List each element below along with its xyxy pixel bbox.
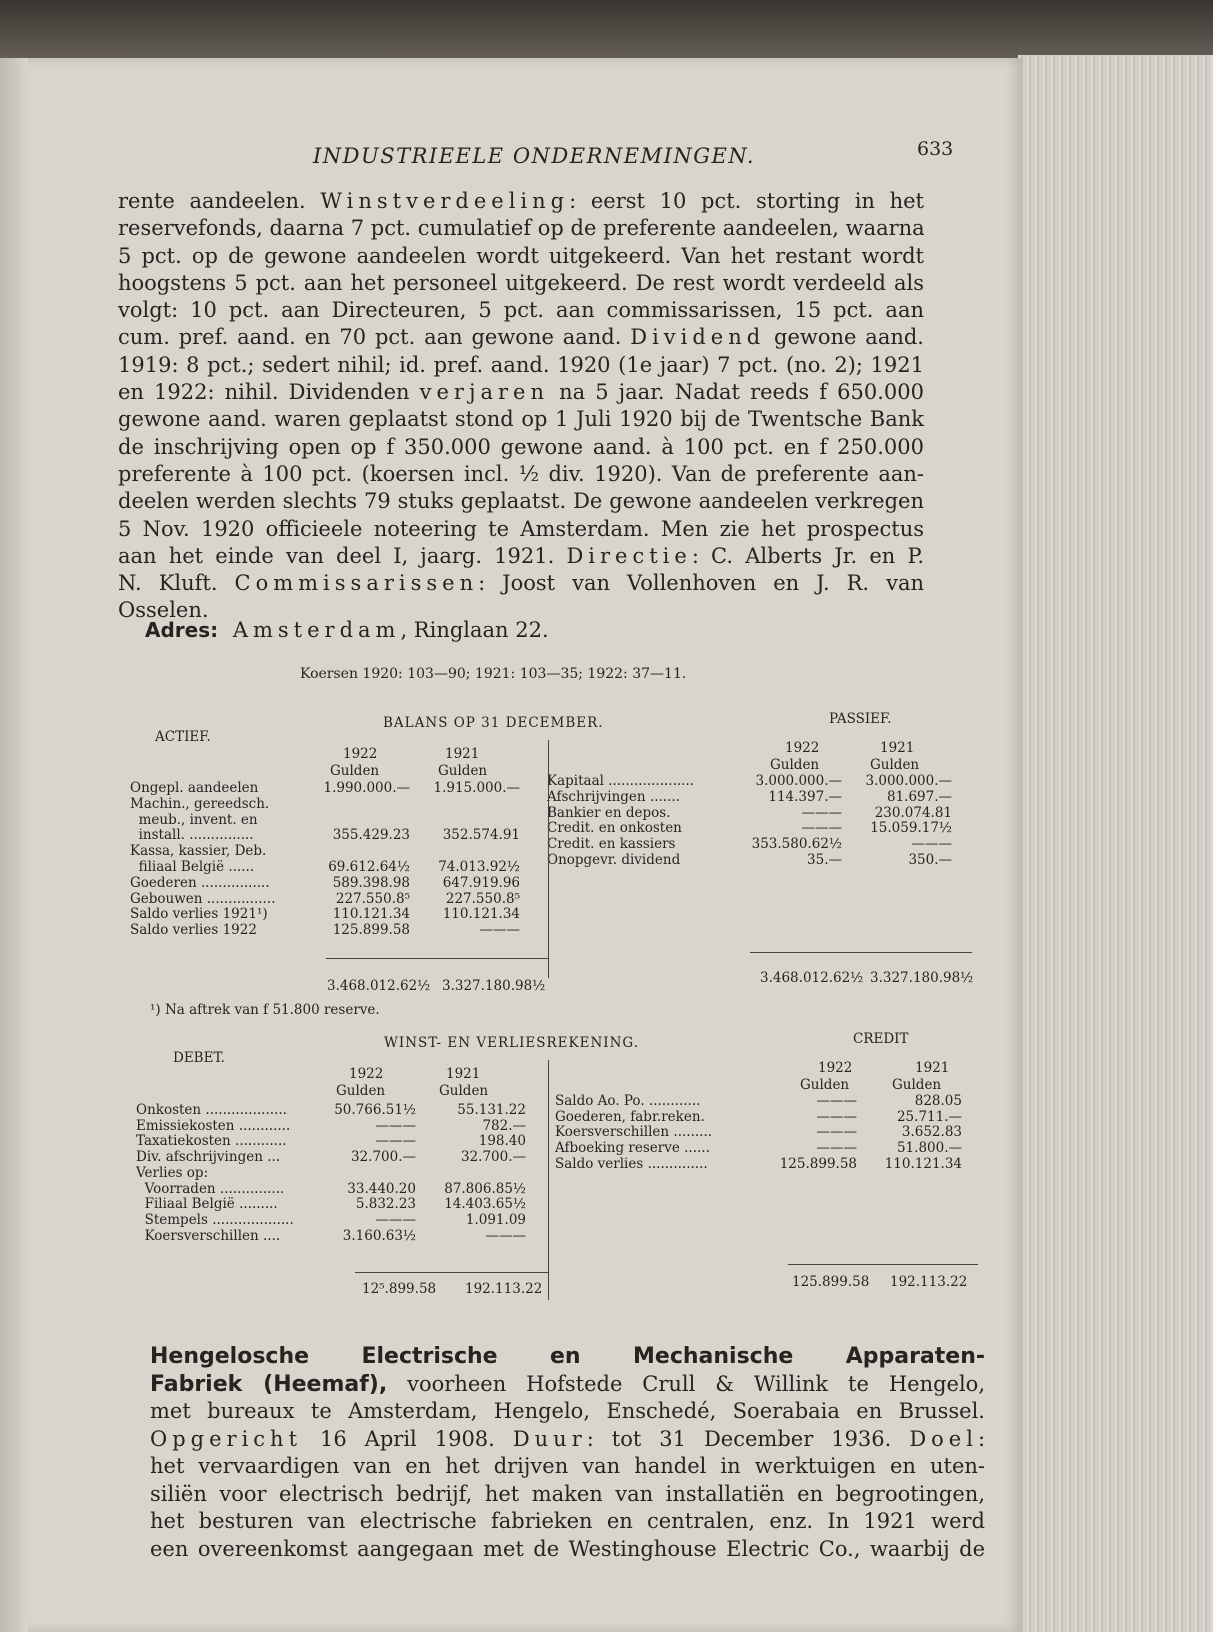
intro-line [118,543,924,570]
balans-left-heading: ACTIEF. [155,729,211,745]
row-value-previous-year: 110.121.34 [884,1155,962,1172]
row-label: Credit. en onkosten [547,820,682,837]
row-value-previous-year: 32.700.— [460,1149,526,1166]
intro-line [118,270,924,297]
row-value-previous-year: 55.131.22 [457,1102,526,1118]
heemaf-line [150,1426,985,1454]
spaced-keyword: Duur [512,1426,587,1451]
row-value-current-year: 353.580.62½ [751,836,842,853]
row-value-previous-year: ——— [485,1227,526,1244]
spaced-keyword: Directie [566,543,692,568]
row-value-previous-year: ——— [911,836,952,853]
balans-divider [548,740,549,978]
row-label: Onopgevr. dividend [547,852,681,868]
row-label: Saldo verlies 1922 [130,922,257,939]
row-value-current-year: ——— [375,1211,416,1228]
text-run: met bureaux te Amsterdam, Hengelo, Enschedé, Soerabaia en Brussel. [150,1399,985,1423]
text-run: hoogstens 5 pct. aan het personeel uitgekeerd. De rest wordt verdeeld als [118,270,924,295]
row-label: Voorraden ............... [136,1180,285,1197]
row-value-current-year: 114.397.— [768,788,842,805]
intro-line [118,297,924,324]
row-value-current-year: ——— [816,1093,857,1109]
address-street: , Ringlaan 22. [400,618,549,642]
row-value-current-year: 32.700.— [350,1149,416,1166]
row-value-current-year: ——— [816,1108,857,1125]
text-run: : Joost van Vollenhoven en J. R. van [478,571,925,596]
intro-line [118,188,924,215]
row-value-previous-year: 350.— [908,852,952,868]
text-run: volgt: 10 pct. aan Directeuren, 5 pct. aan commissarissen, 15 pct. aan [118,298,924,323]
text-run: en 1922: nihil. Dividenden [118,380,420,405]
row-label: Verlies op: [136,1164,209,1181]
row-label: Saldo verlies .............. [555,1155,708,1172]
text-run: 16 April 1908. [302,1426,513,1451]
text-run: N. Kluft. [118,571,235,596]
spaced-keyword: Commissarissen [234,571,479,596]
row-value-previous-year: 3.652.83 [901,1124,962,1141]
row-value-current-year: 125.899.58 [779,1155,857,1172]
heemaf-paragraph [150,1343,985,1563]
intro-paragraph [118,188,924,625]
text-run: 5 Nov. 1920 officieele noteering te Amsterdam. Men zie het prospectus [118,516,924,541]
text-run: : eerst 10 pct. storting in het [569,189,924,213]
row-value-previous-year: 198.40 [478,1133,526,1150]
heemaf-line [150,1343,985,1371]
heemaf-line [150,1536,985,1564]
winst-right-total-rule [788,1264,978,1265]
heemaf-line [150,1453,985,1481]
row-label: filiaal België ...... [130,859,255,875]
row-label: Afschrijvingen ....... [547,788,680,805]
row-value-previous-year: 1.915.000.— [433,780,520,796]
row-label: Stempels ................... [136,1211,294,1228]
balans-right-heading: PASSIEF. [829,711,892,727]
text-run: : tot 31 December 1936. [586,1426,910,1451]
row-value-current-year: 33.440.20 [347,1180,416,1197]
row-label: Koersverschillen .... [136,1227,281,1244]
intro-line [118,488,924,515]
text-run: de inschrijving open op f 350.000 gewone aand. à 100 pct. en f 250.000 [118,434,924,459]
row-value-current-year: 50.766.51½ [334,1102,416,1118]
row-value-previous-year: ——— [479,922,520,939]
row-label: Machin., gereedsch. [130,795,270,812]
row-value-current-year: 355.429.23 [332,827,410,844]
page-number: 633 [917,138,954,160]
text-run: gewone aand. [765,325,924,350]
row-value-current-year: 69.612.64½ [328,859,410,875]
text-run: rente aandeelen. [118,189,321,213]
text-run: voorheen Hofstede Crull & Willink te Hengelo, [387,1371,985,1396]
page-gutter-shade [0,58,28,1632]
text-run: deelen werden slechts 79 stuks geplaatst. De gewone aandeelen verkregen [118,489,924,514]
row-value-current-year: 35.— [807,852,842,868]
intro-line [118,215,924,242]
text-run: cum. pref. aand. en 70 pct. aan gewone aand. [118,325,631,350]
text-run: een overeenkomst aangegaan met de Westinghouse Electric Co., waarbij de [150,1536,985,1561]
row-label: Emissiekosten ............ [136,1117,291,1134]
row-value-current-year: ——— [816,1140,857,1157]
winst-left-total-rule [355,1272,548,1273]
intro-line [118,461,924,488]
text-run: Osselen. [118,598,209,623]
text-run: 5 pct. op de gewone aandeelen wordt uitgekeerd. Van het restant wordt [118,243,924,268]
spaced-keyword: Winstverdeeling [320,189,570,213]
text-run: siliën voor electrisch bedrijf, het maken van installatiën en begrootingen, [150,1481,985,1506]
row-value-previous-year: 110.121.34 [442,906,520,923]
balans-right-total-rule [750,952,972,953]
row-value-previous-year: 3.000.000.— [865,773,952,789]
row-label: Kassa, kassier, Deb. [130,843,267,860]
row-label: Div. afschrijvingen ... [136,1149,281,1166]
row-value-current-year: 1.990.000.— [323,780,410,796]
row-label: Saldo verlies 1921¹) [130,906,268,923]
winst-divider [548,1060,549,1300]
row-value-current-year: ——— [801,804,842,821]
heemaf-line [150,1481,985,1509]
balans-left-total-rule [326,958,548,959]
row-label: Goederen, fabr.reken. [555,1108,705,1125]
address-city: Amsterdam [232,618,401,642]
balans-title: BALANS OP 31 DECEMBER. [383,715,604,731]
row-label: meub., invent. en [130,811,258,828]
intro-line [118,406,924,433]
row-value-previous-year: 87.806.85½ [444,1180,526,1197]
running-header: INDUSTRIEELE ONDERNEMINGEN. [313,144,756,168]
winst-title: WINST- EN VERLIESREKENING. [384,1035,640,1051]
book-page-edges [1018,55,1213,1632]
company-name: Fabriek (Heemaf), [150,1371,388,1397]
row-value-previous-year: 25.711.— [896,1108,962,1125]
row-value-current-year: 125.899.58 [332,922,410,939]
row-value-current-year: 3.000.000.— [755,773,842,789]
row-value-current-year: 3.160.63½ [342,1227,416,1244]
row-value-previous-year: 828.05 [914,1093,962,1109]
koersen-line: Koersen 1920: 103—90; 1921: 103—35; 1922: 37—11. [300,666,687,682]
row-label: Koersverschillen ......... [555,1124,713,1141]
text-run: het vervaardigen van en het drijven van handel in werktuigen en uten- [150,1454,985,1478]
row-label: Taxatiekosten ............ [136,1133,287,1150]
text-run: : [977,1426,986,1451]
row-value-previous-year: 14.403.65½ [444,1196,526,1213]
row-value-current-year: 589.398.98 [332,874,410,891]
row-value-previous-year: 81.697.— [886,788,952,805]
row-label: Ongepl. aandeelen [130,780,259,796]
row-value-previous-year: 15.059.17½ [870,820,952,837]
row-value-current-year: ——— [375,1117,416,1134]
intro-line [118,434,924,461]
text-run: reservefonds, daarna 7 pct. cumulatief op de preferente aandeelen, waarna [118,216,925,241]
row-value-previous-year: 647.919.96 [442,874,520,891]
row-label: Afboeking reserve ...... [555,1140,710,1157]
address-line [145,618,549,642]
row-value-previous-year: 782.— [482,1117,526,1134]
spaced-keyword: Doel [909,1426,978,1451]
balans-footnote: ¹) Na aftrek van f 51.800 reserve. [150,1002,380,1018]
winst-right-heading: CREDIT [853,1031,909,1047]
text-run: : C. Alberts Jr. en P. [691,543,925,568]
text-run: preferente à 100 pct. (koersen incl. ½ div. 1920). Van de preferente aan- [118,461,924,486]
intro-line [118,516,924,543]
intro-line [118,352,924,379]
row-label: Onkosten ................... [136,1102,287,1118]
row-value-current-year: ——— [375,1133,416,1150]
spaced-keyword: verjaren [419,380,549,405]
row-value-current-year: ——— [801,820,842,837]
row-label: install. ............... [130,827,254,844]
intro-line [118,243,924,270]
row-value-previous-year: 227.550.8⁵ [445,890,520,907]
row-value-previous-year: 230.074.81 [874,804,952,821]
row-label: Gebouwen ................ [130,890,276,907]
winst-left-heading: DEBET. [173,1050,225,1066]
text-run: gewone aand. waren geplaatst stond op 1 Juli 1920 bij de Twentsche Bank [118,407,924,432]
row-value-previous-year: 352.574.91 [442,827,520,844]
row-label: Filiaal België ......... [136,1196,278,1213]
heemaf-line [150,1508,985,1536]
intro-line [118,379,924,406]
row-value-current-year: 227.550.8⁵ [335,890,410,907]
intro-line [118,324,924,351]
address-label: Adres: [145,618,219,642]
spaced-keyword: Opgericht [150,1426,303,1451]
text-run: na 5 jaar. Nadat reeds f 650.000 [548,380,924,405]
spaced-keyword: Dividend [630,325,766,350]
row-label: Goederen ................ [130,874,270,891]
company-name: Hengelosche Electrische en Mechanische Apparaten- [150,1344,985,1369]
row-label: Saldo Ao. Po. ............ [555,1093,701,1109]
heemaf-line [150,1398,985,1426]
text-run: 1919: 8 pct.; sedert nihil; id. pref. aand. 1920 (1e jaar) 7 pct. (no. 2); 1921 [118,352,924,377]
intro-line [118,570,924,597]
row-value-previous-year: 74.013.92½ [438,859,520,875]
row-label: Credit. en kassiers [547,836,676,853]
row-value-current-year: ——— [816,1124,857,1141]
row-value-previous-year: 1.091.09 [465,1211,526,1228]
row-value-current-year: 5.832.23 [355,1196,416,1213]
row-value-previous-year: 51.800.— [896,1140,962,1157]
text-run: aan het einde van deel I, jaarg. 1921. [118,543,567,568]
heemaf-line [150,1371,985,1399]
row-label: Kapitaal .................... [547,773,695,789]
row-value-current-year: 110.121.34 [332,906,410,923]
row-label: Bankier en depos. [547,804,671,821]
text-run: het besturen van electrische fabrieken en centralen, enz. In 1921 werd [150,1509,985,1533]
